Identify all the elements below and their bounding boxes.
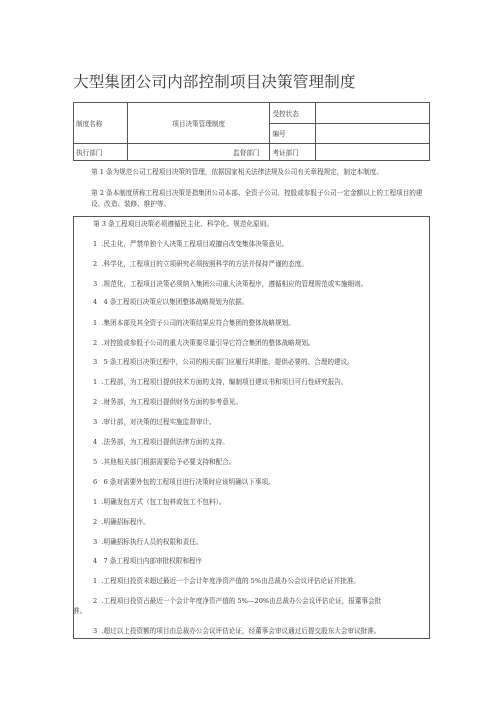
box-line: 1 .集团本部及其全资子公司的决策结果应符合集团的整体战略规划。: [93, 319, 295, 327]
paragraph-article-2: 第 2 条本制度所称工程项目决策是指集团公司本部、全资子公司、控股或参股子公司一定金额以上的工程项目的建设、改造、装修、维护等。: [91, 189, 423, 208]
box-line: 3 .明确招标执行人员的权限和责任。: [93, 538, 203, 546]
box-line: 2 .明确招标程序。: [93, 518, 150, 526]
paragraph-article-1: 第 1 条为规范公司工程项目决策的管理，依据国家相关法律法规及公司有关章程规定，制定本制度。: [91, 168, 383, 176]
label-control-status: 受控状态: [270, 103, 316, 124]
header-table: [73, 102, 430, 161]
box-line: 2 .对控股或参股子公司的重大决策要尽量引导它符合集团的整体战略规划。: [93, 339, 315, 347]
box-line: 3 .规范化，工程项目决策必须纳入集团公司重大决策程序，遵循相应的管理规范或实施细则。: [93, 280, 368, 288]
box-line: 3 5 条工程项目决策过程中，公司的相关部门应履行其职能，提供必要的、合理的建议。: [93, 358, 354, 366]
box-line: 2 .科学化，工程项目的立项研究必须按照科学的方法并保持严谨的态度。: [93, 260, 308, 268]
document-title: 大型集团公司内部控制项目决策管理制度: [73, 73, 356, 91]
label-number: 编号: [270, 123, 316, 144]
box-line: 1 .民主化，严禁单独个人决策工程项目或擅自改变集体决策意见。: [93, 240, 289, 248]
box-line: 1 .明确发包方式（包工包料或包工不包料）。: [93, 498, 226, 506]
box-line: 3 .超过以上投资额的项目由总裁办公会议评估论证，经董事会审议通过后提交股东大会审议批准。: [93, 627, 381, 635]
box-line: 4 .法务部，为工程项目提供法律方面的支持。: [93, 438, 229, 446]
box-line: 3 .审计部，对决策的过程实施监督审计。: [93, 418, 216, 426]
box-line: 5 .其他相关部门根据需要给予必要支持和配合。: [93, 458, 236, 466]
box-line: 6 6 条对需要外包的工程项目进行决策时应该明确以下事项。: [93, 478, 275, 486]
value-control-status: [316, 103, 430, 124]
label-supervise-dept: 监督部门: [127, 144, 270, 161]
box-line: 1 .工程部，为工程项目提供技术方面的支持，编制项目建议书和项目可行性研究报告。: [93, 378, 348, 386]
box-line: 2 .财务部，为工程项目提供财务方面的参考意见。: [93, 398, 242, 406]
value-system-name: 项目决策管理制度: [127, 103, 270, 144]
box-line: 1 .工程项目投资未超过最近一个会计年度净资产值的 5%由总裁办公会议评估论证并批准。: [93, 577, 361, 585]
box-line: 第 3 条工程项目决策必须遵循民主化、科学化、规范化原则。: [93, 220, 273, 228]
box-line: 2 .工程项目投资占最近一个会计年度净资产值的 5%—20%由总裁办公会议评估论证，报董事会批 准。: [73, 597, 382, 615]
value-verify-dept: [316, 144, 430, 161]
value-number: [316, 123, 430, 144]
box-line: 4 7 条工程项目内部审批权限和程序: [93, 557, 203, 565]
label-system-name: 制度名称: [74, 103, 128, 144]
label-verify-dept: 考证部门: [270, 144, 316, 161]
box-line: 4 4 条工程项目决策应以集团整体战略规划为依据。: [93, 298, 249, 306]
label-exec-dept: 执行部门: [74, 144, 128, 161]
